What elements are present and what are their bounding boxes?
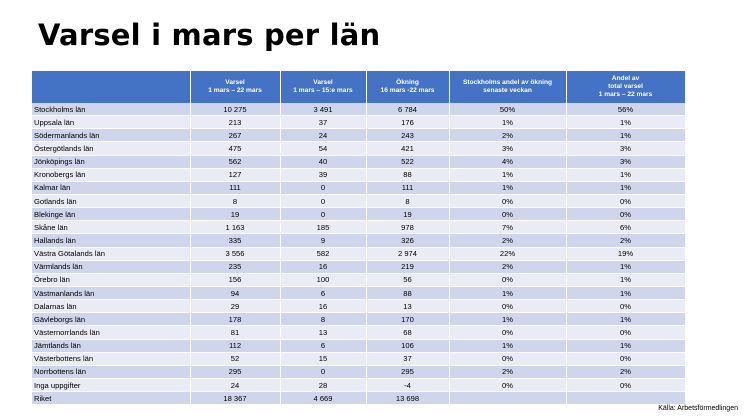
value-cell: 28 (280, 378, 366, 391)
table-row (32, 194, 685, 207)
table-row (32, 103, 685, 116)
value-cell: 18 367 (190, 392, 280, 405)
region-name-cell: Värmlands län (32, 260, 190, 273)
table-row (32, 116, 685, 129)
value-cell: 19 (366, 208, 449, 221)
table-row (32, 234, 685, 247)
value-cell: 6 (280, 286, 366, 299)
table-row (32, 286, 685, 299)
page-title: Varsel i mars per län (38, 18, 381, 52)
value-cell: 106 (366, 339, 449, 352)
value-cell: 40 (280, 155, 366, 168)
value-cell: 1% (566, 168, 685, 181)
value-cell: 295 (190, 365, 280, 378)
value-cell: 88 (366, 168, 449, 181)
value-cell: 1% (566, 116, 685, 129)
value-cell: 2% (449, 234, 566, 247)
region-name-cell: Kronobergs län (32, 168, 190, 181)
region-name-cell: Västra Götalands län (32, 247, 190, 260)
value-cell: 8 (280, 313, 366, 326)
value-cell: 3% (566, 142, 685, 155)
varsel-table (32, 71, 686, 405)
value-cell: 37 (366, 352, 449, 365)
value-cell: 421 (366, 142, 449, 155)
value-cell: 3 556 (190, 247, 280, 260)
region-name-cell: Kalmar län (32, 181, 190, 194)
value-cell: 0% (449, 378, 566, 391)
value-cell: 0% (449, 300, 566, 313)
region-name-cell: Östergötlands län (32, 142, 190, 155)
value-cell: 29 (190, 300, 280, 313)
column-header: Stockholms andel av ökning senaste veckan (449, 71, 566, 103)
column-header: Andel av total varsel 1 mars – 22 mars (566, 71, 685, 103)
region-name-cell: Stockholms län (32, 103, 190, 116)
value-cell (566, 392, 685, 405)
value-cell: 1% (566, 181, 685, 194)
value-cell: 326 (366, 234, 449, 247)
value-cell: 24 (190, 378, 280, 391)
table-body (32, 103, 685, 405)
value-cell: 88 (366, 286, 449, 299)
value-cell: 267 (190, 129, 280, 142)
value-cell: 0% (449, 273, 566, 286)
value-cell: 16 (280, 300, 366, 313)
value-cell: 13 698 (366, 392, 449, 405)
table-row (32, 181, 685, 194)
table-row (32, 352, 685, 365)
region-name-cell: Gotlands län (32, 194, 190, 207)
table-row (32, 273, 685, 286)
value-cell: 1% (566, 273, 685, 286)
table-row (32, 365, 685, 378)
value-cell: 295 (366, 365, 449, 378)
table-row (32, 129, 685, 142)
value-cell: 6% (566, 221, 685, 234)
value-cell: 1% (566, 339, 685, 352)
value-cell: 522 (366, 155, 449, 168)
value-cell: 176 (366, 116, 449, 129)
value-cell: 178 (190, 313, 280, 326)
value-cell: 3% (449, 142, 566, 155)
value-cell: 1% (566, 260, 685, 273)
region-name-cell: Västmanlands län (32, 286, 190, 299)
table-row (32, 208, 685, 221)
value-cell: 94 (190, 286, 280, 299)
value-cell: 16 (280, 260, 366, 273)
value-cell: 13 (366, 300, 449, 313)
value-cell: 0% (566, 194, 685, 207)
value-cell: 52 (190, 352, 280, 365)
value-cell: 22% (449, 247, 566, 260)
region-name-cell: Södermanlands län (32, 129, 190, 142)
table-row (32, 326, 685, 339)
table-row (32, 247, 685, 260)
table-row (32, 168, 685, 181)
value-cell: 0% (566, 378, 685, 391)
value-cell: 24 (280, 129, 366, 142)
value-cell: 156 (190, 273, 280, 286)
value-cell: 0 (280, 365, 366, 378)
region-name-cell: Gävleborgs län (32, 313, 190, 326)
value-cell: 1% (449, 339, 566, 352)
value-cell: 111 (366, 181, 449, 194)
value-cell: 15 (280, 352, 366, 365)
value-cell: 219 (366, 260, 449, 273)
value-cell: 0% (566, 208, 685, 221)
value-cell: 0% (449, 352, 566, 365)
value-cell: 50% (449, 103, 566, 116)
value-cell: 39 (280, 168, 366, 181)
value-cell: 100 (280, 273, 366, 286)
value-cell: 13 (280, 326, 366, 339)
value-cell: 37 (280, 116, 366, 129)
value-cell: 2 974 (366, 247, 449, 260)
value-cell: 582 (280, 247, 366, 260)
table-row (32, 142, 685, 155)
table-row (32, 392, 685, 405)
value-cell: 112 (190, 339, 280, 352)
value-cell (449, 392, 566, 405)
value-cell: 1% (566, 313, 685, 326)
table-row (32, 339, 685, 352)
table-row (32, 378, 685, 391)
value-cell: 0% (449, 326, 566, 339)
value-cell: 10 275 (190, 103, 280, 116)
value-cell: 2% (566, 365, 685, 378)
value-cell: 1% (449, 286, 566, 299)
region-name-cell: Uppsala län (32, 116, 190, 129)
value-cell: 0% (566, 300, 685, 313)
region-name-cell: Blekinge län (32, 208, 190, 221)
table-row (32, 300, 685, 313)
region-name-cell: Inga uppgifter (32, 378, 190, 391)
region-name-cell: Västerbottens län (32, 352, 190, 365)
region-name-cell: Jämtlands län (32, 339, 190, 352)
value-cell: 2% (449, 365, 566, 378)
value-cell: 6 784 (366, 103, 449, 116)
table-header-row (32, 71, 685, 103)
table-row (32, 260, 685, 273)
value-cell: 19% (566, 247, 685, 260)
value-cell: 562 (190, 155, 280, 168)
value-cell: 81 (190, 326, 280, 339)
value-cell: 243 (366, 129, 449, 142)
value-cell: 1% (566, 129, 685, 142)
value-cell: 0% (566, 352, 685, 365)
value-cell: 0% (449, 194, 566, 207)
region-name-cell: Norrbottens län (32, 365, 190, 378)
table-row (32, 155, 685, 168)
value-cell: 56% (566, 103, 685, 116)
region-name-cell: Dalarnas län (32, 300, 190, 313)
value-cell: 1% (449, 181, 566, 194)
value-cell: 127 (190, 168, 280, 181)
value-cell: 6 (280, 339, 366, 352)
value-cell: 3 491 (280, 103, 366, 116)
column-header (32, 71, 190, 103)
table-row (32, 313, 685, 326)
value-cell: 2% (566, 234, 685, 247)
value-cell: 56 (366, 273, 449, 286)
value-cell: 213 (190, 116, 280, 129)
value-cell: 170 (366, 313, 449, 326)
column-header: Varsel 1 mars – 15:e mars (280, 71, 366, 103)
region-name-cell: Jönköpings län (32, 155, 190, 168)
value-cell: 19 (190, 208, 280, 221)
value-cell: 2% (449, 129, 566, 142)
value-cell: 8 (366, 194, 449, 207)
value-cell: -4 (366, 378, 449, 391)
value-cell: 0 (280, 194, 366, 207)
value-cell: 235 (190, 260, 280, 273)
value-cell: 1% (449, 116, 566, 129)
value-cell: 1 163 (190, 221, 280, 234)
value-cell: 2% (449, 260, 566, 273)
value-cell: 68 (366, 326, 449, 339)
value-cell: 0 (280, 208, 366, 221)
value-cell: 111 (190, 181, 280, 194)
value-cell: 185 (280, 221, 366, 234)
value-cell: 0% (449, 208, 566, 221)
value-cell: 978 (366, 221, 449, 234)
value-cell: 4 669 (280, 392, 366, 405)
value-cell: 8 (190, 194, 280, 207)
value-cell: 9 (280, 234, 366, 247)
value-cell: 4% (449, 155, 566, 168)
region-name-cell: Riket (32, 392, 190, 405)
column-header: Ökning 16 mars -22 mars (366, 71, 449, 103)
value-cell: 1% (449, 168, 566, 181)
region-name-cell: Västernorrlands län (32, 326, 190, 339)
value-cell: 3% (566, 155, 685, 168)
source-note: Källa: Arbetsförmedlingen (658, 405, 738, 412)
region-name-cell: Örebro län (32, 273, 190, 286)
table-row (32, 221, 685, 234)
value-cell: 335 (190, 234, 280, 247)
value-cell: 0% (566, 326, 685, 339)
column-header: Varsel 1 mars – 22 mars (190, 71, 280, 103)
value-cell: 1% (566, 286, 685, 299)
region-name-cell: Hallands län (32, 234, 190, 247)
value-cell: 7% (449, 221, 566, 234)
region-name-cell: Skåne län (32, 221, 190, 234)
value-cell: 54 (280, 142, 366, 155)
value-cell: 475 (190, 142, 280, 155)
value-cell: 1% (449, 313, 566, 326)
value-cell: 0 (280, 181, 366, 194)
